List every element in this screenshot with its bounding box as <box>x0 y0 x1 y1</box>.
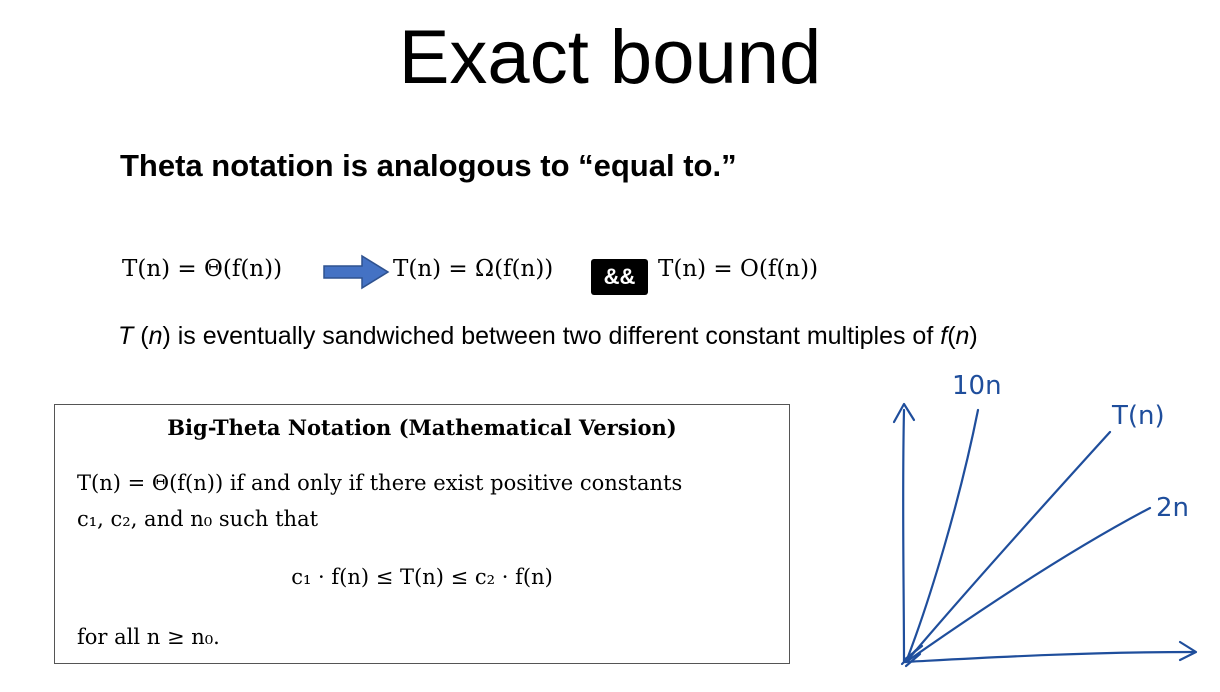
definition-heading: Big-Theta Notation (Mathematical Version) <box>167 415 677 440</box>
label-2n: 2n <box>1156 493 1190 523</box>
curve-10n <box>906 410 978 662</box>
x-axis <box>904 652 1194 662</box>
definition-box <box>54 404 790 664</box>
implies-arrow-icon <box>322 254 390 290</box>
slide-subtitle: Theta notation is analogous to “equal to.” <box>120 148 737 183</box>
label-tn: T(n) <box>1112 401 1165 431</box>
growth-sketch <box>860 370 1210 680</box>
equation-bigo: T(n) = O(f(n)) <box>658 256 819 282</box>
caption-f: f <box>940 322 948 350</box>
label-10n: 10n <box>952 371 1002 401</box>
caption-n: n <box>148 322 163 350</box>
equation-omega: T(n) = Ω(f(n)) <box>393 256 554 282</box>
definition-line-1: T(n) = Θ(f(n)) if and only if there exist positive constants <box>77 471 683 495</box>
and-badge: && <box>591 259 648 295</box>
slide-title: Exact bound <box>398 15 822 100</box>
definition-line-2: c₁, c₂, and n₀ such that <box>77 507 319 531</box>
caption-fn: n <box>955 322 970 350</box>
sandwich-caption: T (n) is eventually sandwiched between two different constant multiples of f(n) <box>118 322 978 350</box>
caption-t: T <box>118 322 134 350</box>
definition-line-4: for all n ≥ n₀. <box>77 625 220 649</box>
curve-2n <box>906 508 1150 662</box>
equation-theta: T(n) = Θ(f(n)) <box>122 256 283 282</box>
definition-inequality: c₁ · f(n) ≤ T(n) ≤ c₂ · f(n) <box>291 565 553 589</box>
y-axis <box>903 410 904 662</box>
caption-text: is eventually sandwiched between two different constant multiples of <box>177 322 934 350</box>
